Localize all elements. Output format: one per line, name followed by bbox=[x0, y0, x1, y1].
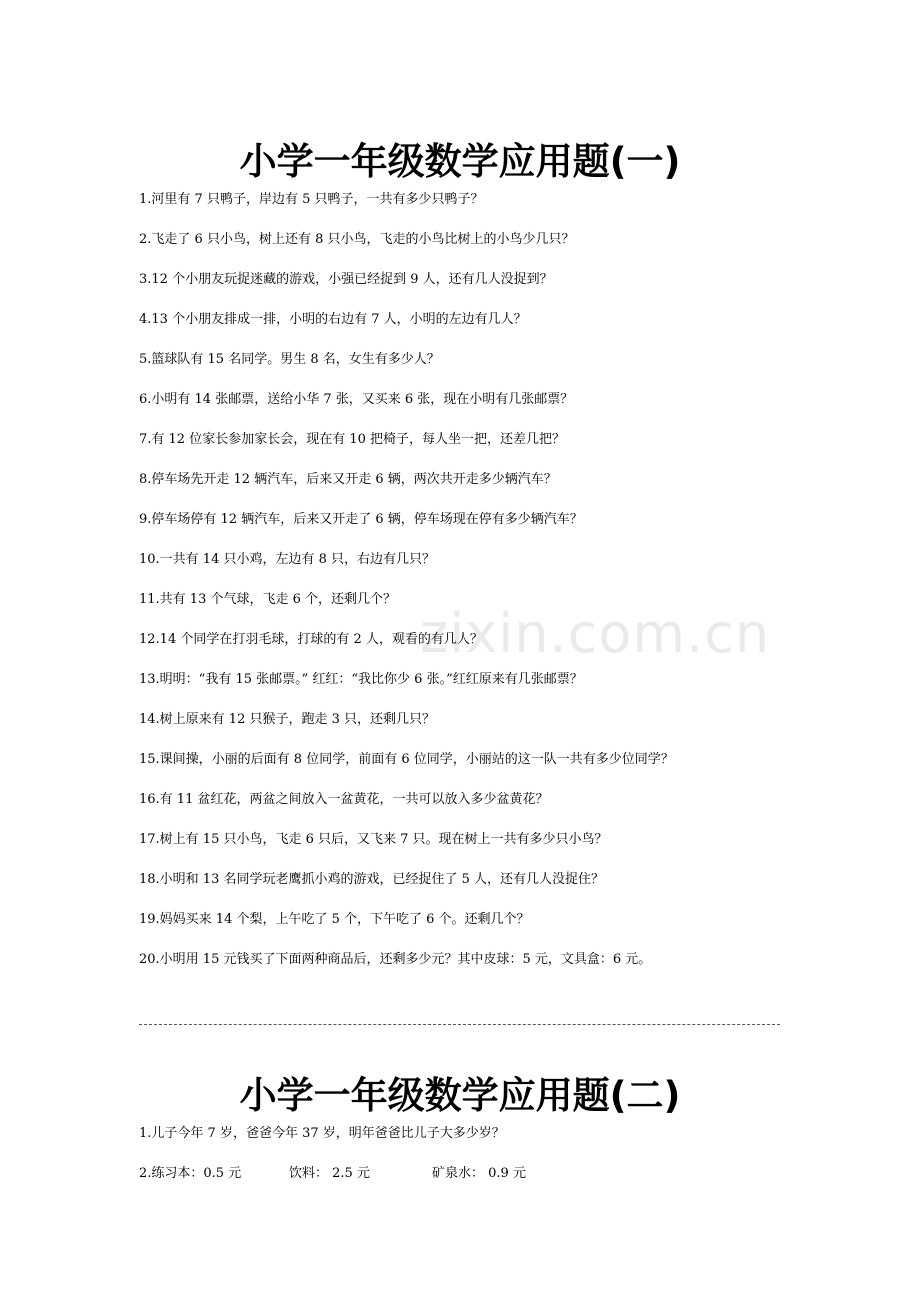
question-item: 16.有 11 盆红花，两盆之间放入一盆黄花，一共可以放入多少盆黄花？ bbox=[139, 792, 549, 807]
question-item: 13.明明：“我有 15 张邮票。” 红红：“我比你少 6 张。”红红原来有几张邮票？ bbox=[139, 672, 583, 687]
watermark: zixin.com.cn bbox=[420, 602, 771, 665]
question-item: 17.树上有 15 只小鸟，飞走 6 只后，又飞来 7 只。现在树上一共有多少只小鸟？ bbox=[139, 832, 608, 847]
question-item: 2.飞走了 6 只小鸟，树上还有 8 只小鸟，飞走的小鸟比树上的小鸟少几只？ bbox=[139, 232, 575, 247]
question-item: 15.课间操，小丽的后面有 8 位同学，前面有 6 位同学，小丽站的这一队一共有多少位同学？ bbox=[139, 752, 674, 767]
section-divider bbox=[139, 1024, 780, 1025]
section-2-question-list bbox=[139, 1124, 819, 1204]
question-item: 3.12 个小朋友玩捉迷藏的游戏，小强已经捉到 9 人，还有几人没捉到？ bbox=[139, 272, 553, 287]
price-item: 矿泉水： 0.9 元 bbox=[432, 1166, 526, 1181]
question-item: 4.13 个小朋友排成一排，小明的右边有 7 人，小明的左边有几人？ bbox=[139, 312, 527, 327]
question-item: 19.妈妈买来 14 个梨，上午吃了 5 个，下午吃了 6 个。还剩几个？ bbox=[139, 912, 530, 927]
price-item: 饮料： 2.5 元 bbox=[289, 1166, 370, 1181]
question-item-price-list bbox=[139, 1164, 819, 1204]
question-item: 9.停车场停有 12 辆汽车，后来又开走了 6 辆，停车场现在停有多少辆汽车？ bbox=[139, 512, 583, 527]
question-item: 8.停车场先开走 12 辆汽车，后来又开走 6 辆，两次共开走多少辆汽车？ bbox=[139, 472, 557, 487]
section-2-title: 小学一年级数学应用题(二) bbox=[239, 1074, 681, 1117]
question-item: 11.共有 13 个气球，飞走 6 个，还剩几个？ bbox=[139, 592, 397, 607]
question-item: 5.篮球队有 15 名同学。男生 8 名，女生有多少人？ bbox=[139, 352, 440, 367]
question-item: 7.有 12 位家长参加家长会，现在有 10 把椅子，每人坐一把，还差几把？ bbox=[139, 432, 566, 447]
question-item: 12.14 个同学在打羽毛球，打球的有 2 人，观看的有几人？ bbox=[139, 632, 483, 647]
question-item: 1.儿子今年 7 岁，爸爸今年 37 岁，明年爸爸比儿子大多少岁？ bbox=[139, 1126, 505, 1141]
section-1-title: 小学一年级数学应用题(一) bbox=[239, 140, 681, 183]
question-item: 10.一共有 14 只小鸡，左边有 8 只，右边有几只？ bbox=[139, 552, 436, 567]
question-item: 1.河里有 7 只鸭子，岸边有 5 只鸭子，一共有多少只鸭子？ bbox=[139, 192, 484, 207]
question-item: 6.小明有 14 张邮票，送给小华 7 张，又买来 6 张，现在小明有几张邮票？ bbox=[139, 392, 574, 407]
section-1-question-list bbox=[139, 190, 819, 990]
price-item: 2.练习本：0.5 元 bbox=[139, 1166, 242, 1181]
question-item: 18.小明和 13 名同学玩老鹰抓小鸡的游戏，已经捉住了 5 人，还有几人没捉住？ bbox=[139, 872, 605, 887]
question-item: 14.树上原来有 12 只猴子，跑走 3 只，还剩几只？ bbox=[139, 712, 436, 727]
question-item: 20.小明用 15 元钱买了下面两种商品后，还剩多少元？其中皮球：5 元，文具盒：6 元。 bbox=[139, 952, 652, 967]
